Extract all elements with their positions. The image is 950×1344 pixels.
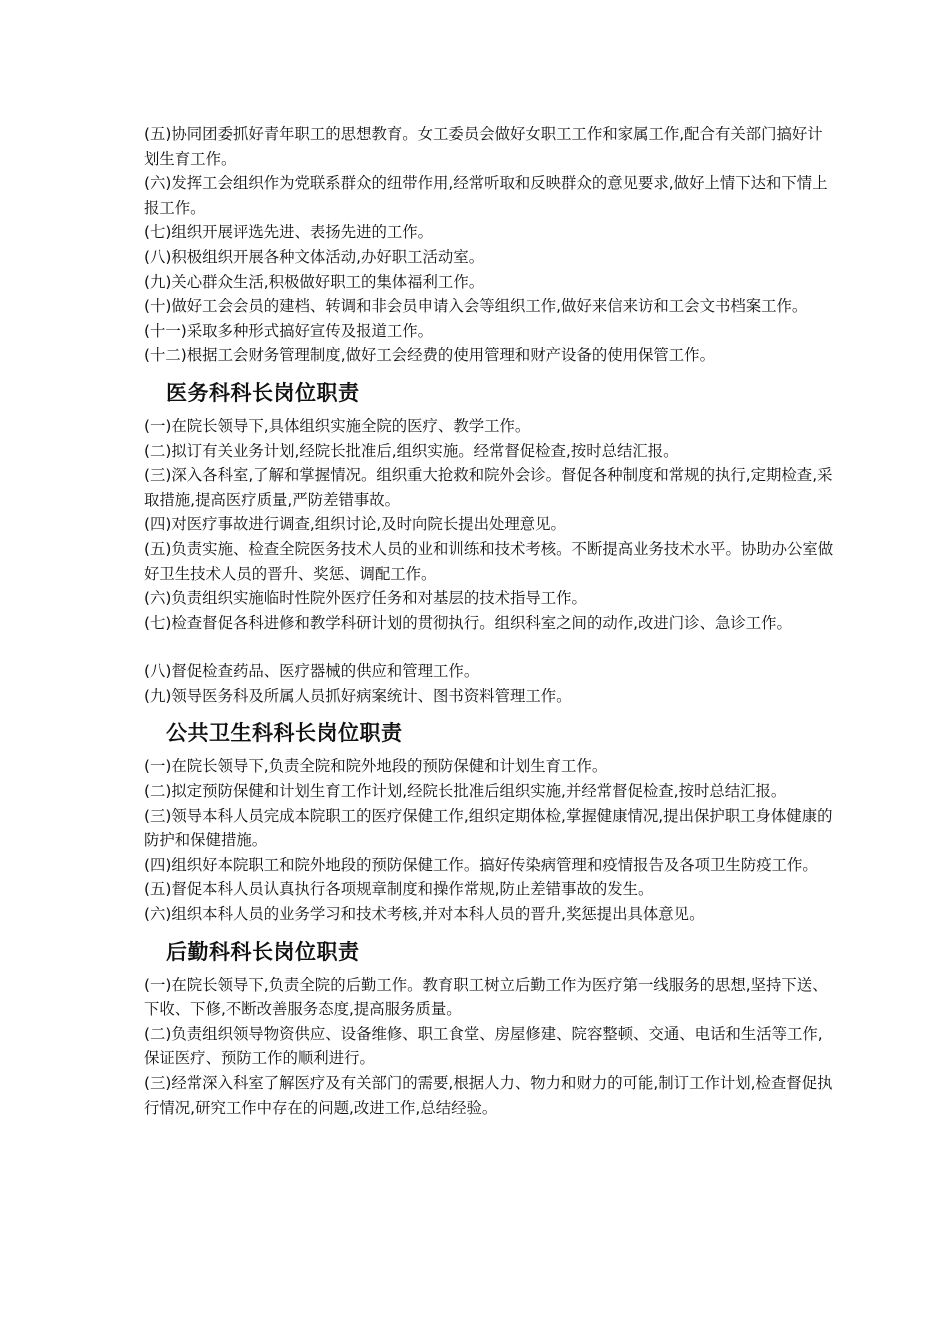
duty-item: (十)做好工会会员的建档、转调和非会员申请入会等组织工作,做好来信来访和工会文书档案工作。: [144, 297, 808, 316]
duty-item: (四)组织好本院职工和院外地段的预防保健工作。搞好传染病管理和疫情报告及各项卫生防疫工作。: [144, 855, 818, 874]
section-heading: 医务科科长岗位职责: [166, 380, 360, 405]
duty-item: (四)对医疗事故进行调查,组织讨论,及时向院长提出处理意见。: [144, 515, 566, 534]
duty-item: (五)协同团委抓好青年职工的思想教育。女工委员会做好女职工工作和家属工作,配合有关部门搞好计划生育工作。: [144, 125, 823, 168]
duty-item: (五)负责实施、检查全院医务技术人员的业和训练和技术考核。不断提高业务技术水平。协助办公室做好卫生技术人员的晋升、奖惩、调配工作。: [144, 539, 834, 583]
duty-item: (六)发挥工会组织作为党联系群众的纽带作用,经常听取和反映群众的意见要求,做好上情下达和下情上报工作。: [144, 174, 828, 217]
duty-item: (一)在院长领导下,负责全院和院外地段的预防保健和计划生育工作。: [144, 757, 608, 776]
section-heading: 后勤科科长岗位职责: [166, 939, 360, 964]
duty-item: (二)负责组织领导物资供应、设备维修、职工食堂、房屋修建、院容整顿、交通、电话和生活等工作,保证医疗、预防工作的顺利进行。: [144, 1024, 823, 1068]
section-logistics: [144, 937, 834, 1121]
duty-item: (九)关心群众生活,积极做好职工的集体福利工作。: [144, 272, 485, 291]
section-public-health: [144, 718, 834, 926]
duty-item: (三)领导本科人员完成本院职工的医疗保健工作,组织定期体检,掌握健康情况,提出保护职工身体健康的防护和保健措施。: [144, 806, 833, 850]
blank-line: [144, 635, 834, 659]
section-medical-affairs: [144, 378, 834, 709]
duty-item: (二)拟定预防保健和计划生育工作计划,经院长批准后组织实施,并经常督促检查,按时总结汇报。: [144, 782, 787, 801]
duty-item: (七)检查督促各科进修和教学科研计划的贯彻执行。组织科室之间的动作,改进门诊、急诊工作。: [144, 613, 792, 632]
duty-item: (二)拟订有关业务计划,经院长批准后,组织实施。经常督促检查,按时总结汇报。: [144, 441, 679, 460]
duty-item: (三)深入各科室,了解和掌握情况。组织重大抢救和院外会诊。督促各种制度和常规的执行,定期检查,采取措施,提高医疗质量,严防差错事故。: [144, 466, 833, 509]
duty-item: (一)在院长领导下,负责全院的后勤工作。教育职工树立后勤工作为医疗第一线服务的思想,坚持下送、下收、下修,不断改善服务态度,提高服务质量。: [144, 975, 828, 1019]
duty-item: (十一)采取多种形式搞好宣传及报道工作。: [144, 321, 434, 340]
duty-item: (一)在院长领导下,具体组织实施全院的医疗、教学工作。: [144, 416, 531, 435]
section-union-duties: [144, 122, 834, 368]
duty-item: (七)组织开展评选先进、表扬先进的工作。: [144, 223, 434, 242]
duty-item: (九)领导医务科及所属人员抓好病案统计、图书资料管理工作。: [144, 686, 572, 705]
duty-item: (八)督促检查药品、医疗器械的供应和管理工作。: [144, 662, 480, 681]
duty-item: (三)经常深入科室了解医疗及有关部门的需要,根据人力、物力和财力的可能,制订工作计划,检查督促执行情况,研究工作中存在的问题,改进工作,总结经验。: [144, 1074, 833, 1117]
duty-item: (六)组织本科人员的业务学习和技术考核,并对本科人员的晋升,奖惩提出具体意见。: [144, 905, 705, 924]
document-body: [144, 122, 834, 1120]
duty-item: (五)督促本科人员认真执行各项规章制度和操作常规,防止差错事故的发生。: [144, 880, 654, 899]
duty-item: (六)负责组织实施临时性院外医疗任务和对基层的技术指导工作。: [144, 589, 587, 608]
duty-item: (八)积极组织开展各种文体活动,办好职工活动室。: [144, 247, 485, 266]
section-heading: 公共卫生科科长岗位职责: [166, 721, 403, 746]
duty-item: (十二)根据工会财务管理制度,做好工会经费的使用管理和财产设备的使用保管工作。: [144, 346, 715, 365]
